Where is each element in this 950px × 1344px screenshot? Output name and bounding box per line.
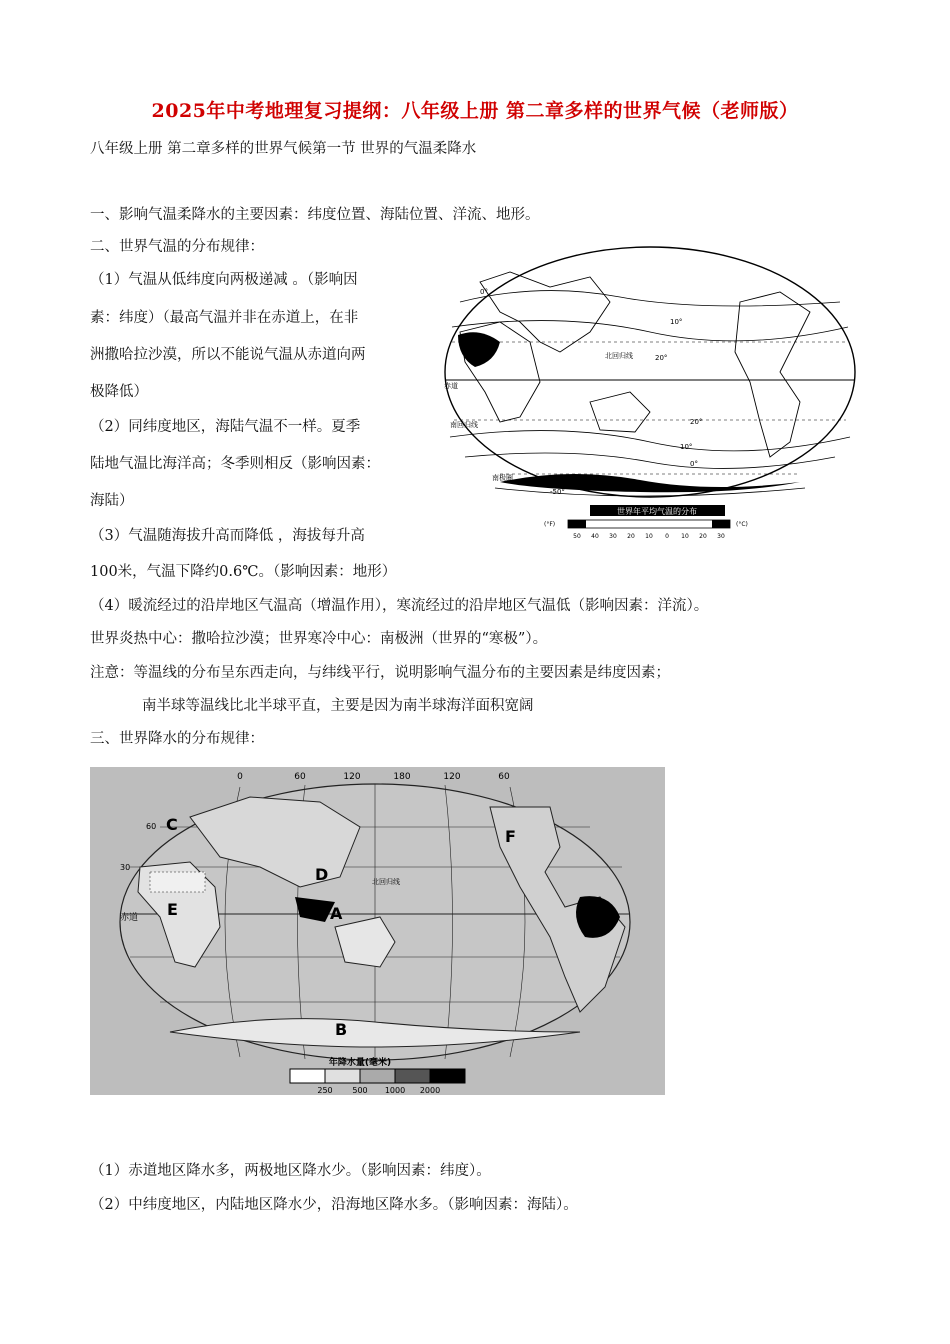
hot-cold-centers: 世界炎热中心：撒哈拉沙漠；世界寒冷中心：南极洲（世界的“寒极”）。 bbox=[90, 631, 548, 647]
region-letter-f: F bbox=[505, 827, 516, 846]
region-letter-c: C bbox=[166, 815, 178, 834]
tropic-north-label: 北回归线 bbox=[605, 352, 633, 360]
temp-rule-3-line2: 100米，气温下降约0.6℃。（影响因素：地形） bbox=[90, 564, 397, 580]
temperature-legend-tick: 40 bbox=[591, 533, 599, 540]
temperature-map bbox=[440, 242, 860, 550]
precip-rule-1: （1）赤道地区降水多，两极地区降水少。（影响因素：纬度）。 bbox=[90, 1163, 491, 1179]
temp-rule-1-line3: 洲撒哈拉沙漠，所以不能说气温从赤道向两 bbox=[90, 347, 366, 363]
region-letter-b: B bbox=[335, 1020, 348, 1039]
longitude-tick: 60 bbox=[294, 772, 306, 782]
precipitation-map bbox=[90, 767, 665, 1095]
chapter-subtitle: 八年级上册 第二章多样的世界气候第一节 世界的气温柔降水 bbox=[90, 141, 477, 157]
isotherm-label: 0° bbox=[480, 288, 488, 296]
isotherm-label: 10° bbox=[670, 318, 683, 326]
temperature-legend-tick: 0 bbox=[665, 533, 669, 540]
region-letter-e: E bbox=[167, 900, 178, 919]
region-letter-d: D bbox=[315, 865, 329, 884]
latitude-tick: 30 bbox=[120, 863, 131, 872]
longitude-tick: 120 bbox=[443, 772, 461, 782]
temp-rule-2-line2: 陆地气温比海洋高；冬季则相反（影响因素： bbox=[90, 456, 380, 472]
precip-rule-2: （2）中纬度地区，内陆地区降水少，沿海地区降水多。（影响因素：海陆）。 bbox=[90, 1197, 578, 1213]
equator-label: 赤道 bbox=[444, 382, 458, 390]
note-line-2: 南半球等温线比北半球平直，主要是因为南半球海洋面积宽阔 bbox=[142, 698, 534, 714]
legend-unit-right: (°C) bbox=[736, 521, 748, 528]
legend-unit-left: (°F) bbox=[544, 521, 556, 528]
section-2-heading: 二、世界气温的分布规律： bbox=[90, 239, 264, 255]
precipitation-legend-tick: 1000 bbox=[384, 1086, 406, 1095]
antarctic-circle-label: 南极圈 bbox=[492, 474, 513, 482]
temperature-legend-tick: 10 bbox=[645, 533, 653, 540]
temp-rule-4: （4）暖流经过的沿岸地区气温高（增温作用），寒流经过的沿岸地区气温低（影响因素：洋流）。 bbox=[90, 598, 709, 614]
isotherm-label: 0° bbox=[690, 460, 698, 468]
document-title: 2025年中考地理复习提纲：八年级上册 第二章多样的世界气候（老师版） bbox=[151, 100, 799, 122]
section-3-heading: 三、世界降水的分布规律： bbox=[90, 731, 264, 747]
temp-rule-1-line2: 素：纬度）（最高气温并非在赤道上，在非 bbox=[90, 310, 359, 326]
temperature-legend-tick: 10 bbox=[681, 533, 689, 540]
tropic-south-label: 南回归线 bbox=[450, 421, 478, 429]
region-letter-a: A bbox=[330, 904, 343, 923]
note-line-1: 注意：等温线的分布呈东西走向，与纬线平行，说明影响气温分布的主要因素是纬度因素； bbox=[90, 665, 670, 681]
longitude-tick: 180 bbox=[393, 772, 411, 782]
section-1-heading: 一、影响气温柔降水的主要因素：纬度位置、海陆位置、洋流、地形。 bbox=[90, 207, 540, 223]
temp-rule-2-line1: （2）同纬度地区，海陆气温不一样。夏季 bbox=[90, 419, 361, 435]
temp-rule-1-line1: （1）气温从低纬度向两极递减 。（影响因 bbox=[90, 272, 358, 288]
longitude-tick: 0 bbox=[237, 772, 243, 782]
isotherm-label: -50° bbox=[550, 488, 565, 496]
equator-label: 赤道 bbox=[120, 913, 139, 923]
tropic-label: 北回归线 bbox=[372, 878, 400, 886]
temperature-legend-tick: 50 bbox=[573, 533, 581, 540]
temperature-legend-tick: 30 bbox=[609, 533, 617, 540]
latitude-tick: 60 bbox=[146, 822, 157, 831]
temperature-legend-tick: 20 bbox=[627, 533, 635, 540]
precipitation-legend-title: 年降水量(毫米) bbox=[328, 1058, 392, 1068]
isotherm-label: 20° bbox=[655, 354, 668, 362]
temp-rule-2-line3: 海陆） bbox=[90, 493, 134, 509]
temp-rule-1-line4: 极降低） bbox=[90, 384, 148, 400]
longitude-tick: 120 bbox=[343, 772, 361, 782]
precipitation-legend-tick: 250 bbox=[317, 1086, 333, 1095]
precipitation-legend-tick: 2000 bbox=[419, 1086, 441, 1095]
precipitation-legend-tick: 500 bbox=[352, 1086, 368, 1095]
temperature-map-caption: 世界年平均气温的分布 bbox=[617, 507, 697, 516]
temperature-legend-tick: 30 bbox=[717, 533, 725, 540]
isotherm-label: 10° bbox=[680, 443, 693, 451]
temperature-legend-tick: 20 bbox=[699, 533, 707, 540]
longitude-tick: 60 bbox=[498, 772, 510, 782]
temp-rule-3-line1: （3）气温随海拔升高而降低 ，海拔每升高 bbox=[90, 528, 365, 544]
isotherm-label: 20° bbox=[690, 418, 703, 426]
